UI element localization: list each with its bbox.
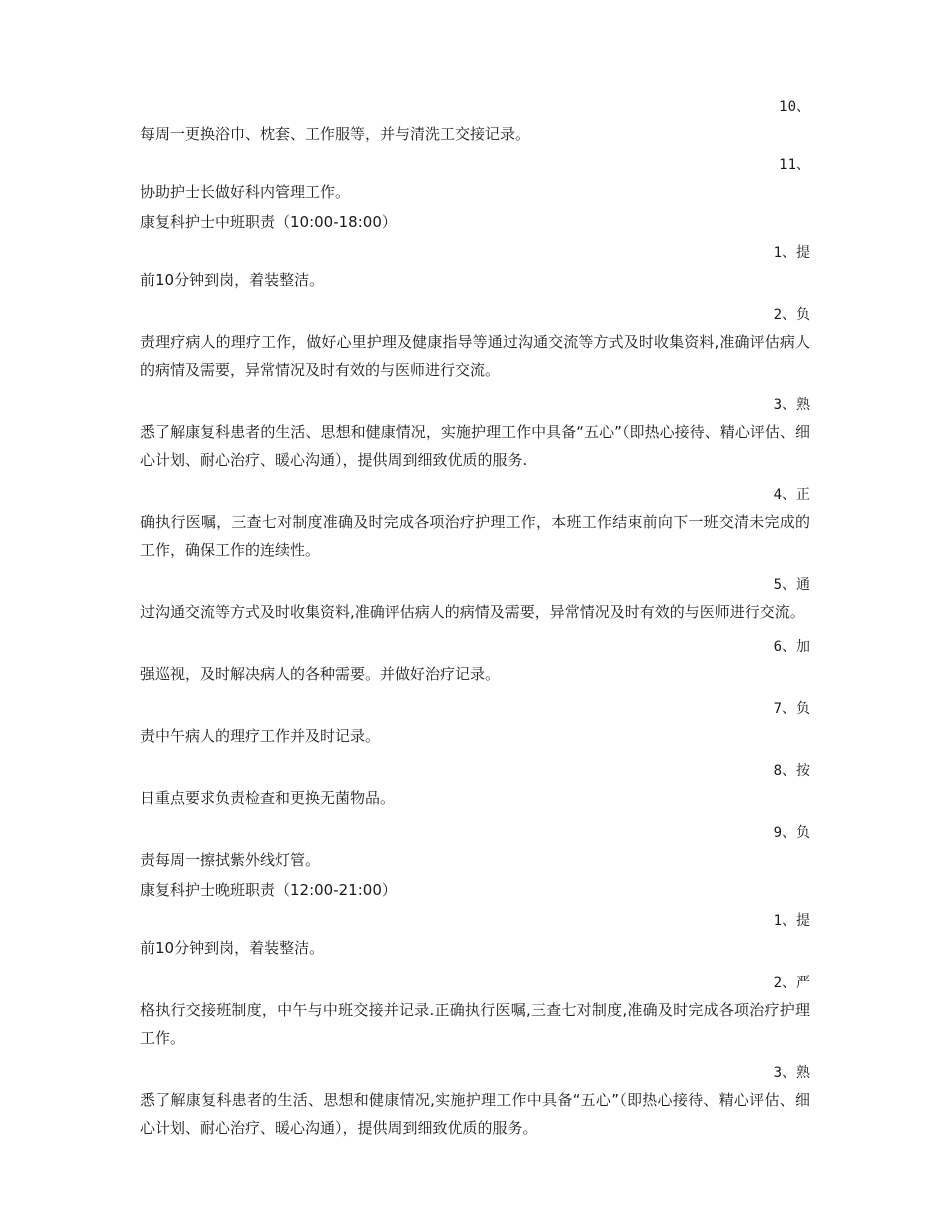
item-marker: 10、	[779, 99, 810, 115]
item-marker: 3、熟	[773, 397, 810, 413]
item-text: 过沟通交流等方式及时收集资料,准确评估病人的病情及需要，异常情况及时有效的与医师进行交流。	[140, 603, 805, 621]
item-text: 强巡视，及时解决病人的各种需要。并做好治疗记录。	[140, 665, 501, 683]
item-text: 责理疗病人的理疗工作，做好心里护理及健康指导等通过沟通交流等方式及时收集资料,准确评估病人的病情及需要，异常情况及时有效的与医师进行交流。	[140, 333, 810, 379]
item-marker: 1、提	[773, 245, 810, 261]
item-marker: 2、严	[773, 975, 810, 991]
item-text: 确执行医嘱，三查七对制度准确及时完成各项治疗护理工作，本班工作结束前向下一班交清未完成的工作，确保工作的连续性。	[140, 513, 810, 559]
item-text: 悉了解康复科患者的生活、思想和健康情况,实施护理工作中具备“五心”（即热心接待、精心评估、细心计划、耐心治疗、暖心沟通），提供周到细致优质的服务。	[140, 1091, 810, 1137]
item-marker: 6、加	[773, 639, 810, 655]
document-body	[140, 94, 810, 1150]
item-text: 协助护士长做好科内管理工作。	[140, 183, 351, 201]
item-marker: 4、正	[773, 487, 810, 503]
item-text: 日重点要求负责检查和更换无菌物品。	[140, 789, 396, 807]
section-heading-mid-shift: 康复科护士中班职责（10:00-18:00）	[140, 213, 397, 231]
item-text: 每周一更换浴巾、枕套、工作服等，并与清洗工交接记录。	[140, 125, 531, 143]
item-text: 前10分钟到岗，着装整洁。	[140, 939, 325, 957]
item-marker: 7、负	[773, 701, 810, 717]
item-text: 悉了解康复科患者的生活、思想和健康情况，实施护理工作中具备“五心”（即热心接待、精心评估、细心计划、耐心治疗、暖心沟通），提供周到细致优质的服务.	[140, 423, 810, 469]
item-marker: 2、负	[773, 307, 810, 323]
item-text: 前10分钟到岗，着装整洁。	[140, 271, 325, 289]
item-marker: 3、熟	[773, 1065, 810, 1081]
item-marker: 9、负	[773, 825, 810, 841]
item-marker: 11、	[779, 157, 810, 173]
section-heading-evening-shift: 康复科护士晚班职责（12:00-21:00）	[140, 881, 397, 899]
item-text: 责中午病人的理疗工作并及时记录。	[140, 727, 381, 745]
item-marker: 8、按	[773, 763, 810, 779]
item-text: 责每周一擦拭紫外线灯管。	[140, 851, 321, 869]
item-marker: 1、提	[773, 913, 810, 929]
item-text: 格执行交接班制度，中午与中班交接并记录.正确执行医嘱,三查七对制度,准确及时完成各项治疗护理工作。	[140, 1001, 810, 1047]
item-marker: 5、通	[773, 577, 810, 593]
